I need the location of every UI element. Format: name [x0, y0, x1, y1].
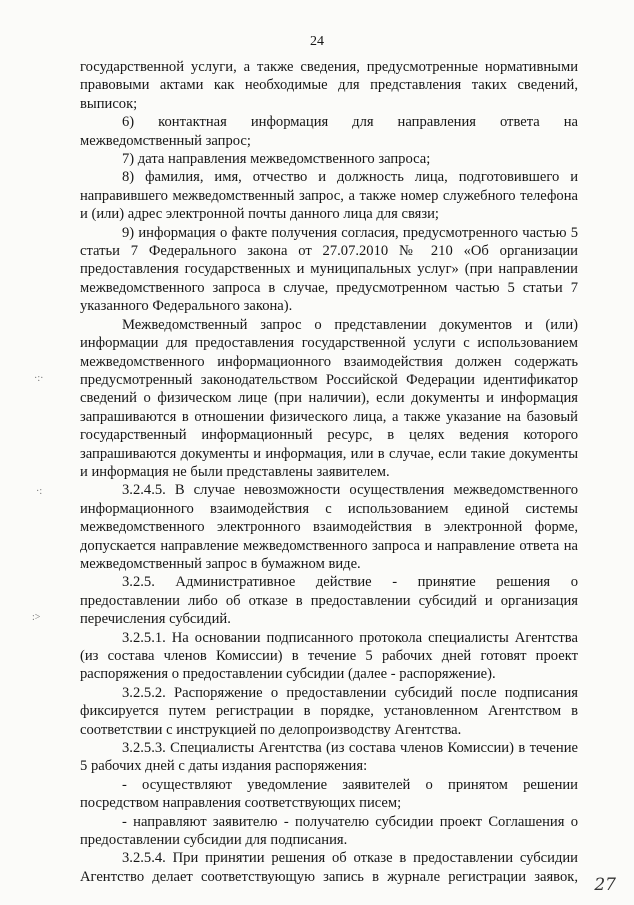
paragraph-item-7: 7) дата направления межведомственного запроса; — [122, 151, 431, 168]
paragraph-interagency-request: Межведомственный запрос о представлении документов и (или) информации для предоставления государственной услуги с использованием межведомственного информационного взаимодействия должен содержать предусмотренный законодательством Российской Федерации идентификатор сведений о физическом лице (при наличии), если документы и информация запрашиваются в отношении физического лица, а также указание на базовый государственный информационный ресурс, в целях ведения которого запрашиваются документы и информация, или в случае, если такие документы и информация не были представлены заявителем. — [80, 316, 578, 480]
paragraph-item-9: 9) информация о факте получения согласия, предусмотренного частью 5 статьи 7 Федерального закона от 27.07.2010 № 210 «Об организации предоставления государственных и муниципальных услуг» (при направлении межведомственного запроса в случае, предусмотренном частью 5 статьи 7 указанного Федерального закона). — [80, 224, 578, 315]
margin-mark: ·: — [36, 486, 43, 497]
list-item-send-agreement: - направляют заявителю - получателю субсидии проект Соглашения о предоставлении субсидии для подписания. — [80, 813, 578, 849]
paragraph-item-8: 8) фамилия, имя, отчество и должность лица, подготовившего и направившего межведомственный запрос, а также номер служебного телефона и (или) адрес электронной почты данного лица для связи; — [80, 169, 578, 223]
page-number: 24 — [310, 34, 324, 49]
paragraph-3-2-5-1: 3.2.5.1. На основании подписанного протокола специалисты Агентства (из состава членов Комиссии) в течение 5 рабочих дней готовят проект распоряжения о предоставлении субсидии (далее - распоряжение). — [80, 629, 578, 683]
paragraph-3-2-5-3: 3.2.5.3. Специалисты Агентства (из состава членов Комиссии) в течение 5 рабочих дней с даты издания распоряжения: — [80, 740, 578, 775]
paragraph-3-2-4-5: 3.2.4.5. В случае невозможности осуществления межведомственного информационного взаимодействия с использованием единой системы межведомственного электронного взаимодействия в электронной форме, допускается направление межведомственного запроса и направление ответа на межведомственный запрос в бумажном виде. — [80, 482, 578, 572]
list-item-notify: - осуществляют уведомление заявителей о принятом решении посредством направления соответствующих писем; — [80, 776, 578, 812]
document-body — [80, 58, 578, 886]
paragraph-3-2-5: 3.2.5. Административное действие - принятие решения о предоставлении либо об отказе в предоставлении субсидий и организация перечисления субсидий. — [80, 574, 578, 628]
paragraph-continuation: государственной услуги, а также сведения, предусмотренные нормативными правовыми актами как необходимые для представления таких сведений, выписок; — [80, 59, 578, 112]
margin-mark: ·:· — [34, 373, 44, 384]
paragraph-item-6: 6) контактная информация для направления ответа на межведомственный запрос; — [80, 114, 578, 149]
margin-mark: :> — [32, 612, 41, 623]
paragraph-3-2-5-4: 3.2.5.4. При принятии решения об отказе в предоставлении субсидии Агентство делает соответствующую запись в журнале регистрации заявок, — [80, 850, 578, 885]
handwritten-page-number: 27 — [594, 875, 616, 895]
paragraph-3-2-5-2: 3.2.5.2. Распоряжение о предоставлении субсидий после подписания фиксируется путем регистрации в порядке, установленном Агентством в соответствии с инструкцией по делопроизводству Агентства. — [80, 684, 578, 738]
